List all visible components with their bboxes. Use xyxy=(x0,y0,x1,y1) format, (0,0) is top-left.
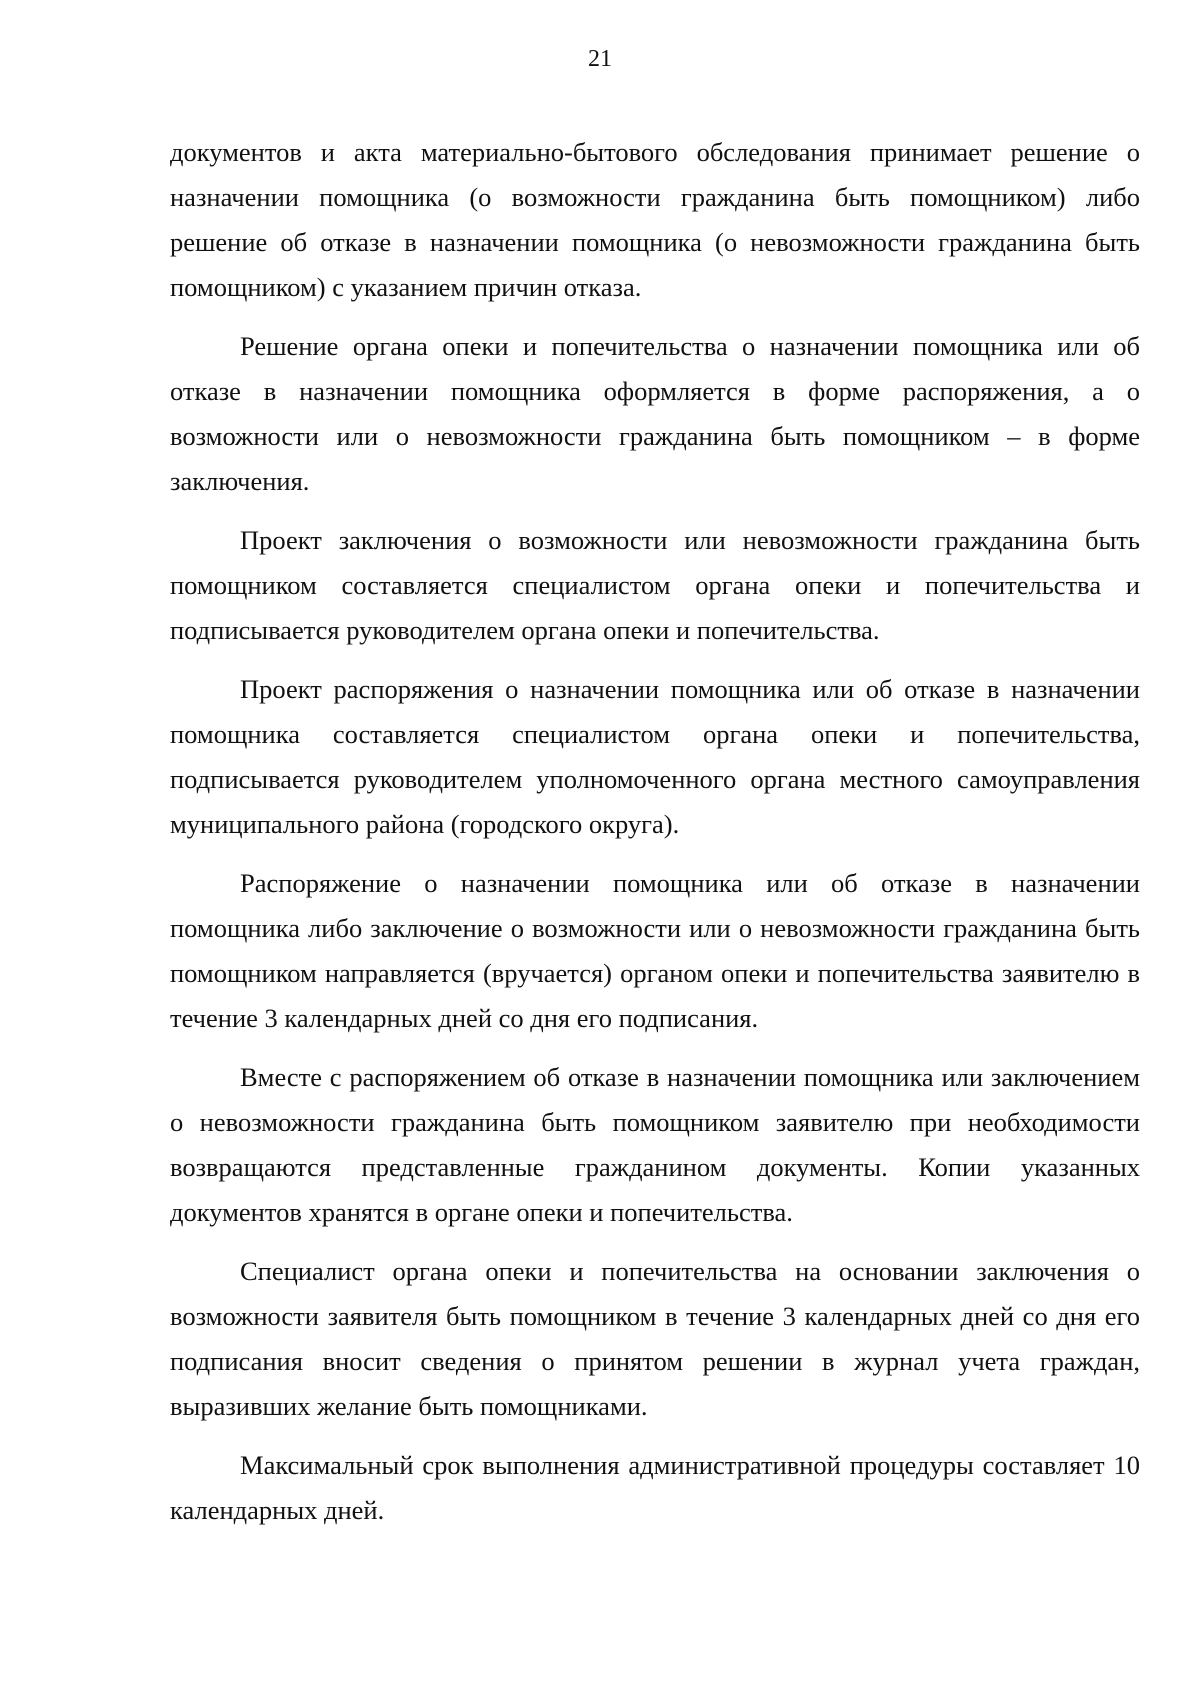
paragraph: Проект заключения о возможности или невозможности гражданина быть помощником составляется специалистом органа опеки и попечительства и подписывается руководителем органа опеки и попечительства. xyxy=(170,525,1140,645)
paragraph: Вместе с распоряжением об отказе в назначении помощника или заключением о невозможности гражданина быть помощником заявителю при необходимости возвращаются представленные гражданином документы. Копии указанных документов хранятся в органе опеки и попечительства. xyxy=(170,1062,1140,1227)
paragraph: Максимальный срок выполнения административной процедуры составляет 10 календарных дней. xyxy=(170,1450,1140,1525)
paragraph: Распоряжение о назначении помощника или об отказе в назначении помощника либо заключение о возможности или о невозможности гражданина быть помощником направляется (вручается) органом опеки и попечительства заявителю в течение 3 календарных дней со дня его подписания. xyxy=(170,868,1140,1033)
paragraph: Специалист органа опеки и попечительства на основании заключения о возможности заявителя быть помощником в течение 3 календарных дней со дня его подписания вносит сведения о принятом решении в журнал учета граждан, выразивших желание быть помощниками. xyxy=(170,1256,1140,1421)
document-body xyxy=(170,130,1140,1547)
page-number: 21 xyxy=(588,46,612,72)
paragraph-continuation: документов и акта материально-бытового обследования принимает решение о назначении помощника (о возможности гражданина быть помощником) либо решение об отказе в назначении помощника (о невозможности гражданина быть помощником) с указанием причин отказа. xyxy=(170,137,1140,302)
paragraph: Проект распоряжения о назначении помощника или об отказе в назначении помощника составляется специалистом органа опеки и попечительства, подписывается руководителем уполномоченного органа местного самоуправления муниципального района (городского округа). xyxy=(170,674,1140,839)
paragraph: Решение органа опеки и попечительства о назначении помощника или об отказе в назначении помощника оформляется в форме распоряжения, а о возможности или о невозможности гражданина быть помощником – в форме заключения. xyxy=(170,331,1140,496)
